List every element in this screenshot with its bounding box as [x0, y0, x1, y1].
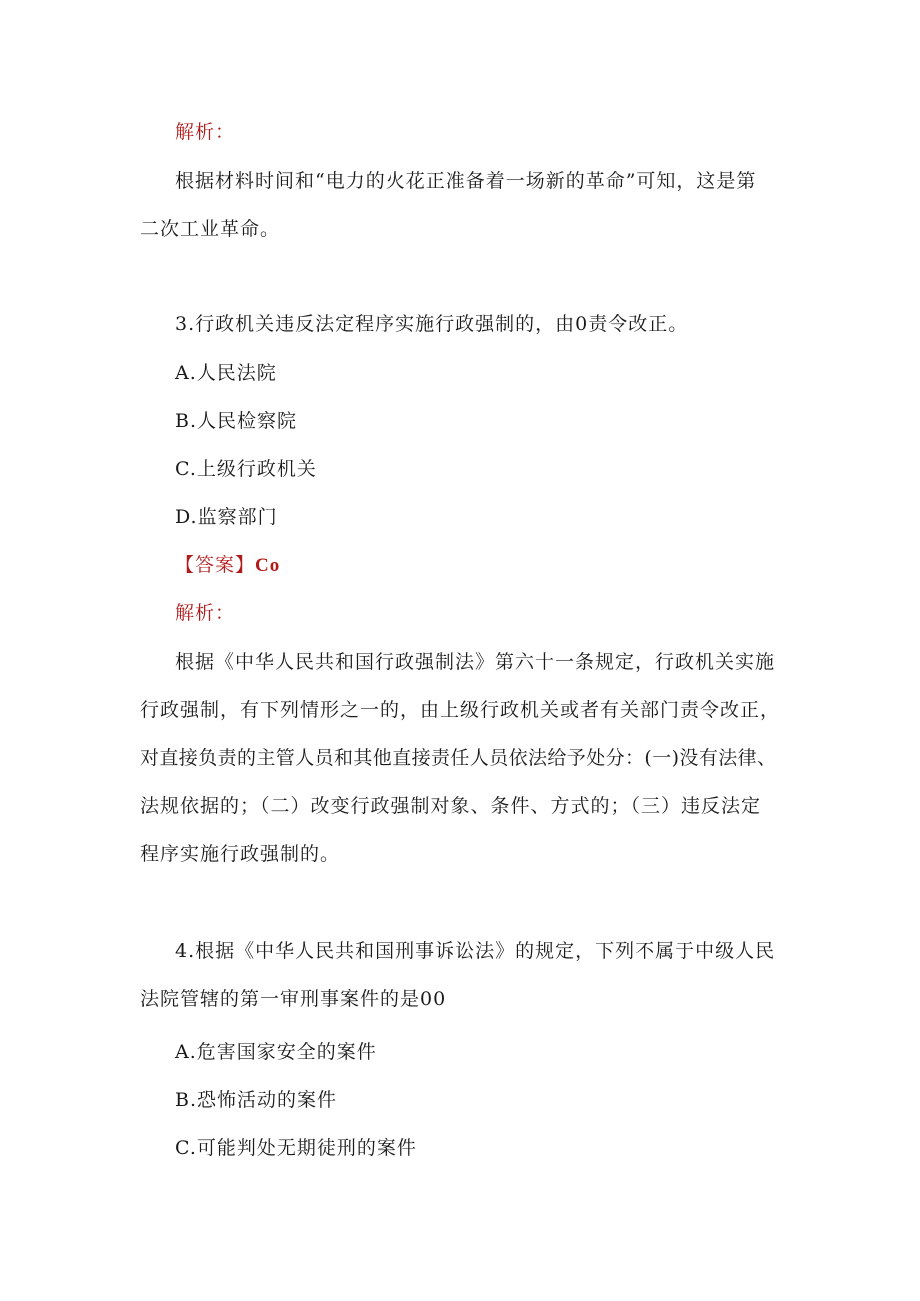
question-text-line: 4.根据《中华人民共和国刑事诉讼法》的规定，下列不属于中级人民 — [175, 940, 776, 962]
analysis-text-line: 根据材料时间和“电力的火花正准备着一场新的革命”可知，这是第 — [175, 170, 757, 192]
analysis-text-line: 程序实施行政强制的。 — [140, 843, 341, 865]
analysis-label: 解析： — [175, 602, 236, 624]
answer-bracket-open: 【 — [175, 554, 196, 576]
option-d: D.监察部门 — [175, 506, 278, 528]
analysis-text-line: 二次工业革命。 — [140, 218, 281, 240]
option-b: B.恐怖活动的案件 — [175, 1089, 338, 1111]
answer-label: 答案 — [195, 554, 236, 576]
answer-line — [175, 553, 280, 578]
option-a: A.人民法院 — [175, 362, 277, 384]
option-a: A.危害国家安全的案件 — [175, 1041, 377, 1063]
question-text: 3.行政机关违反法定程序实施行政强制的，由0责令改正。 — [175, 313, 689, 335]
analysis-text-line: 法规依据的；（二）改变行政强制对象、条件、方式的；（三）违反法定 — [140, 795, 762, 817]
analysis-text-line: 行政强制，有下列情形之一的，由上级行政机关或者有关部门责令改正， — [140, 699, 781, 721]
question-text-line: 法院管辖的第一审刑事案件的是00 — [140, 988, 447, 1010]
analysis-text-line: 根据《中华人民共和国行政强制法》第六十一条规定，行政机关实施 — [175, 651, 776, 673]
analysis-text-line: 对直接负责的主管人员和其他直接责任人员依法给予处分：(一)没有法律、 — [140, 747, 777, 769]
analysis-label: 解析： — [175, 121, 236, 143]
answer-value: Co — [255, 555, 281, 576]
option-c: C.可能判处无期徒刑的案件 — [175, 1137, 417, 1159]
option-c: C.上级行政机关 — [175, 458, 317, 480]
option-b: B.人民检察院 — [175, 410, 298, 432]
answer-bracket-close: 】 — [235, 554, 256, 576]
